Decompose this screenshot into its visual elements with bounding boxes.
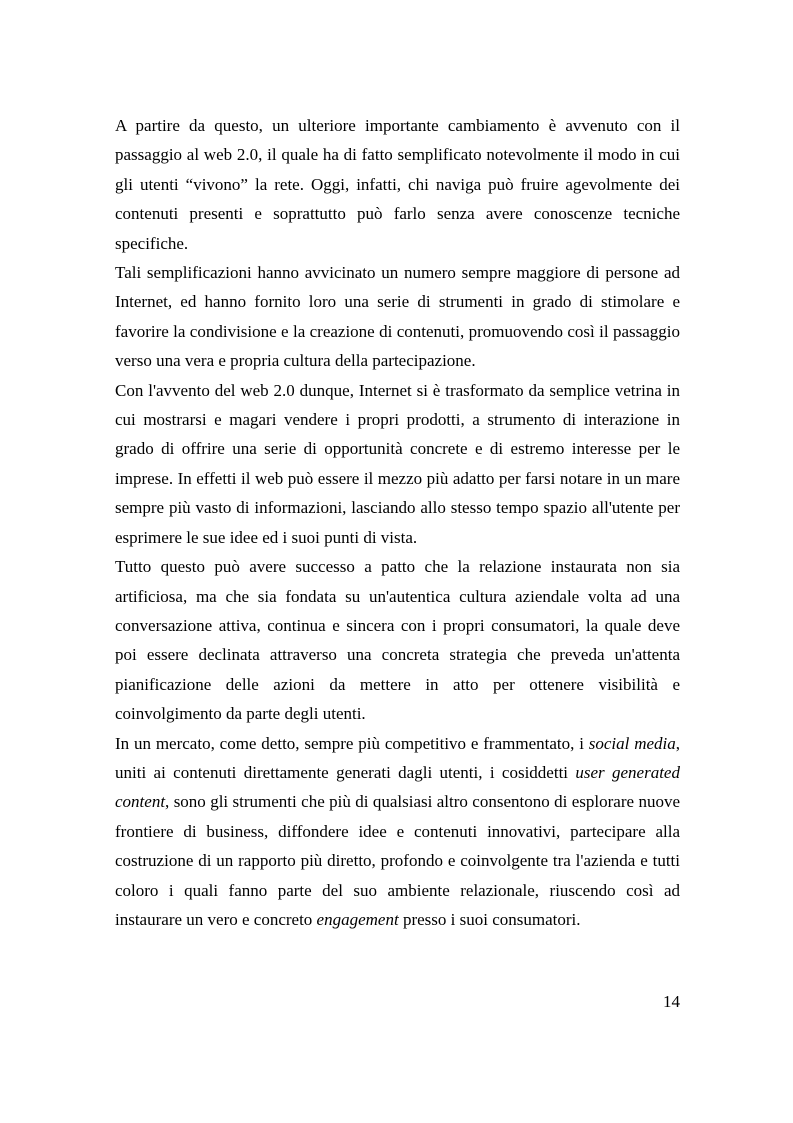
paragraph (115, 376, 680, 552)
paragraph (115, 258, 680, 376)
paragraph-text: A partire da questo, un ulteriore importante cambiamento è avvenuto con il passaggio al web 2.0, il quale ha di fatto semplificato notevolmente il modo in cui gli utenti “vivono” la rete. Oggi, infatti, chi naviga può fruire agevolmente dei contenuti presenti e soprattutto può farlo senza avere conoscenze tecniche specifiche. (115, 116, 680, 253)
paragraph (115, 729, 680, 935)
page-number: 14 (663, 992, 680, 1011)
paragraph-text: In un mercato, come detto, sempre più competitivo e frammentato, i (115, 733, 589, 753)
paragraph (115, 552, 680, 728)
paragraph-text: , sono gli strumenti che più di qualsiasi altro consentono di esplorare nuove frontiere di business, diffondere idee e contenuti innovativi, partecipare alla costruzione di un rapporto più diretto, profondo e coinvolgente tra l'azienda e tutti coloro i quali fanno parte del suo ambiente relazionale, riuscendo così ad instaurare un vero e concreto (115, 792, 680, 929)
paragraph-text: Tutto questo può avere successo a patto che la relazione instaurata non sia artificiosa, ma che sia fondata su un'autentica cultura aziendale volta ad una conversazione attiva, continua e sincera con i propri consumatori, la quale deve poi essere declinata attraverso una concreta strategia che preveda un'attenta pianificazione delle azioni da mettere in atto per ottenere visibilità e coinvolgimento da parte degli utenti. (115, 557, 680, 724)
paragraph-text: Tali semplificazioni hanno avvicinato un numero sempre maggiore di persone ad Internet, ed hanno fornito loro una serie di strumenti in grado di stimolare e favorire la condivisione e la creazione di contenuti, promuovendo così il passaggio verso una vera e propria cultura della partecipazione. (115, 263, 680, 371)
body-text (115, 111, 680, 934)
paragraph (115, 111, 680, 258)
paragraph-text: , uniti ai contenuti direttamente generati dagli utenti, i cosiddetti (115, 733, 681, 782)
italic-term: user generated content (115, 762, 680, 812)
paragraph-text: Con l'avvento del web 2.0 dunque, Internet si è trasformato da semplice vetrina in cui mostrarsi e magari vendere i propri prodotti, a strumento di interazione in grado di offrire una serie di opportunità concrete e di estremo interesse per le imprese. In effetti il web può essere il mezzo più adatto per farsi notare in un mare sempre più vasto di informazioni, lasciando allo stesso tempo spazio all'utente per esprimere le sue idee ed i suoi punti di vista. (115, 380, 680, 547)
paragraph-text: presso i suoi consumatori. (398, 909, 581, 929)
italic-term: engagement (316, 909, 399, 929)
italic-term: social media (588, 733, 676, 753)
